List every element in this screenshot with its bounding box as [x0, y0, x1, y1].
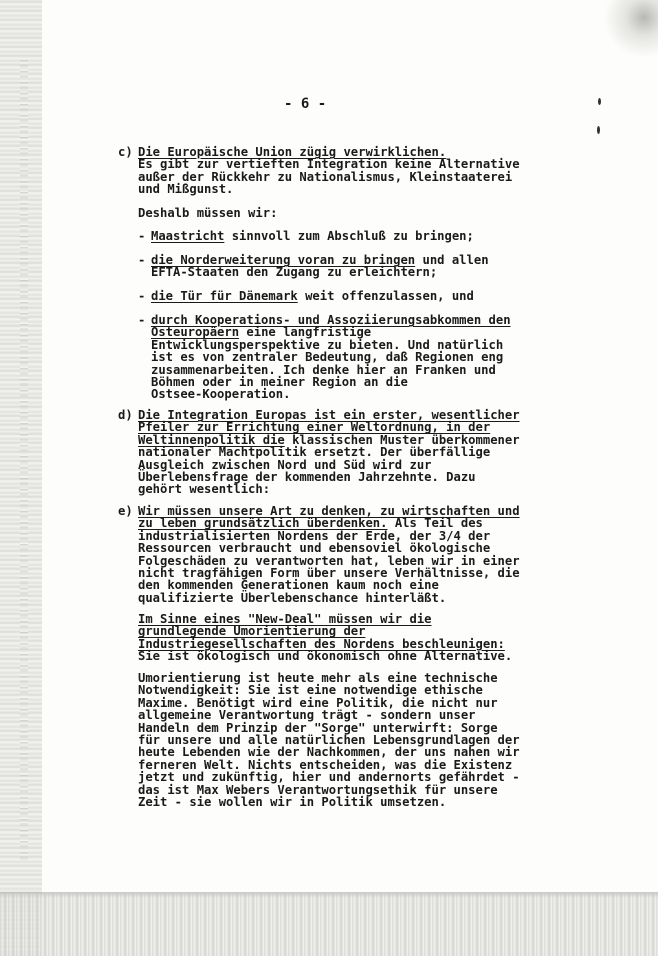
- page-number: - 6 -: [284, 96, 327, 112]
- underlined-phrase: Maastricht: [151, 229, 225, 243]
- paragraph-line: Notwendigkeit: Sie ist eine notwendige ethische: [138, 683, 483, 698]
- paragraph-line: Ressourcen verbraucht und ebensoviel ökologische: [138, 541, 491, 556]
- paragraph-text: und allen: [415, 253, 489, 267]
- underlined-phrase: Industriegesellschaften des Nordens beschleunigen:: [138, 636, 505, 651]
- paragraph-line: Folgeschäden zu verantworten hat, leben wir in einer: [138, 553, 520, 568]
- list-dash: -: [138, 289, 146, 303]
- paragraph-text: weit offenzulassen, und: [297, 289, 474, 303]
- paragraph-line: das ist Max Webers Verantwortungsethik für unsere: [138, 782, 498, 797]
- underlined-phrase: die Norderweiterung voran zu bringen: [151, 253, 416, 267]
- paragraph-line: Entwicklungsperspektive zu bieten. Und natürlich: [151, 337, 504, 352]
- paragraph-text: sinnvoll zum Abschluß zu bringen;: [224, 229, 474, 243]
- paragraph-line: außer der Rückkehr zu Nationalismus, Kleinstaaterei: [138, 169, 513, 184]
- paragraph-line: Deshalb müssen wir:: [138, 206, 278, 220]
- paragraph-line: Ostsee-Kooperation.: [151, 387, 291, 402]
- section-marker: e): [118, 504, 133, 518]
- paragraph-line: für unsere und alle natürlichen Lebensgrundlagen der: [138, 732, 520, 747]
- paragraph-line: Überlebensfrage der kommenden Jahrzehnte. Dazu: [138, 469, 476, 484]
- section-d-body: [138, 409, 530, 496]
- paragraph-line: ferneren Welt. Nichts entscheiden, was die Existenz: [138, 757, 513, 772]
- scan-corner-mark: [588, 0, 658, 70]
- underlined-phrase: Im Sinne eines "New-Deal" müssen wir die: [138, 612, 432, 626]
- underlined-phrase: Wir müssen unsere Art zu denken, zu wirtschaften und: [138, 504, 520, 518]
- scan-speck: [598, 98, 601, 105]
- underlined-phrase: die Tür für Dänemark: [151, 289, 298, 303]
- scan-edge-bottom: [0, 892, 658, 956]
- paragraph-line: EFTA-Staaten den Zugang zu erleichtern;: [151, 265, 438, 280]
- paragraph-line: zusammenarbeiten. Ich denke hier an Franken und: [151, 362, 496, 377]
- paragraph-line: Ausgleich zwischen Nord und Süd wird zur: [138, 457, 432, 472]
- underlined-phrase: durch Kooperations- und Assoziierungsabkommen den: [151, 313, 511, 327]
- underlined-phrase: Pfeiler zur Errichtung einer Weltordnung, in der: [138, 420, 491, 435]
- paragraph-line: Umorientierung ist heute mehr als eine technische: [138, 671, 498, 685]
- paragraph-line: industrialisierten Nordens der Erde, der 3/4 der: [138, 528, 491, 543]
- paragraph-line: gehört wesentlich:: [138, 482, 271, 497]
- paragraph-line: allgemeine Verantwortung trägt - sondern unser: [138, 708, 476, 723]
- paragraph-text: Als Teil des: [387, 516, 483, 531]
- section-e-body: [138, 505, 530, 604]
- paragraph-line: Sie ist ökologisch und ökonomisch ohne Alternative.: [138, 649, 513, 664]
- underlined-phrase: Osteuropäern: [151, 325, 240, 340]
- section-heading: Die Europäische Union zügig verwirklichen.: [138, 145, 447, 159]
- paragraph-line: Zeit - sie wollen wir in Politik umsetzen.: [138, 794, 447, 809]
- paragraph-line: ist es von zentraler Bedeutung, daß Regionen eng: [151, 350, 504, 365]
- list-dash: -: [138, 253, 146, 267]
- section-c-body: [138, 146, 530, 196]
- underlined-phrase: Weltinnenpolitik die: [138, 432, 285, 447]
- scan-speck: [597, 126, 600, 134]
- paragraph-line: Maxime. Benötigt wird eine Politik, die nicht nur: [138, 695, 498, 710]
- underlined-phrase: zu leben grundsätzlich überdenken.: [138, 516, 388, 531]
- paragraph-line: Böhmen oder in meiner Region an die: [151, 374, 408, 389]
- paragraph-line: jetzt und zukünftig, hier und andernorts gefährdet -: [138, 770, 520, 785]
- section-marker: d): [118, 408, 133, 422]
- paragraph-text: klassischen Muster überkommener: [284, 432, 520, 447]
- underlined-phrase: Die Integration Europas ist ein erster, wesentlicher: [138, 408, 520, 422]
- paragraph-line: und Mißgunst.: [138, 182, 234, 197]
- paragraph-text: eine langfristige: [239, 325, 372, 340]
- paragraph-line: den kommenden Generationen kaum noch eine: [138, 578, 439, 593]
- scan-edge-left: [0, 0, 42, 956]
- list-dash: -: [138, 229, 146, 243]
- paragraph-line: Es gibt zur vertieften Integration keine Alternative: [138, 157, 520, 172]
- list-dash: -: [138, 313, 146, 327]
- paragraph-line: heute Lebenden wie der Nachkommen, der uns nahen wir: [138, 745, 520, 760]
- underlined-phrase: grundlegende Umorientierung der: [138, 624, 366, 639]
- paragraph-line: nationaler Machtpolitik ersetzt. Der überfällige: [138, 445, 491, 460]
- paragraph-line: Handeln dem Prinzip der "Sorge" unterwirft: Sorge: [138, 720, 498, 735]
- section-marker: c): [118, 145, 133, 159]
- paragraph-line: nicht tragfähigen Form über unsere Verhältnisse, die: [138, 565, 520, 580]
- paragraph-line: qualifizierte Überlebenschance hinterläßt.: [138, 590, 447, 605]
